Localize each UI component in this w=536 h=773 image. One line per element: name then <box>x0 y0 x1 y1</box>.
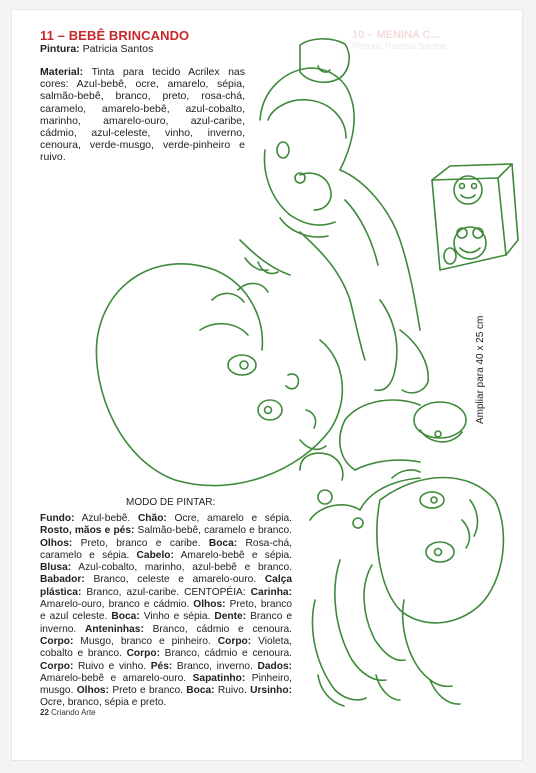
entry-text: Ruivo e vinho. <box>73 660 151 672</box>
entry-corpo-1 <box>40 636 218 647</box>
toy-block-drawing <box>432 164 518 270</box>
entry-label: Corpo: <box>217 635 252 647</box>
entry-text: Salmão-bebê, caramelo e branco. <box>134 525 292 537</box>
entry-text: Preto, branco e caribe. <box>72 537 209 549</box>
painter-name: Patricia Santos <box>82 43 154 55</box>
entry-text: Ocre, branco, sépia e preto. <box>40 697 167 709</box>
modo-de-pintar-title: MODO DE PINTAR: <box>126 497 216 508</box>
entry-text: Pinheiro, musgo. <box>40 672 292 697</box>
entry-label: Carinha: <box>250 586 292 598</box>
entry-label: Corpo: <box>126 648 160 660</box>
entry-olhos <box>40 538 209 549</box>
material-label: Material: <box>40 66 84 78</box>
entry-anteninhas <box>85 624 292 635</box>
ghost-title: 10 – MENINA C... <box>352 29 440 41</box>
entry-label: Dados: <box>257 660 293 672</box>
entry-label: Corpo: <box>40 635 74 647</box>
entry-text: Rosa-chá, caramelo e sépia. <box>40 537 292 561</box>
entry-label: Ursinho: <box>250 685 292 697</box>
modo-de-pintar-text <box>40 513 292 710</box>
entry-blusa <box>40 562 292 573</box>
entry-label: Boca: <box>208 537 238 549</box>
entry-text: Musgo, branco e pinheiro. <box>73 635 218 647</box>
entry-fundo <box>40 513 138 524</box>
entry-corpo-4 <box>40 661 151 672</box>
entry-label: Cabelo: <box>136 549 174 561</box>
entry-text: Amarelo-ouro, branco e cádmio. <box>40 599 194 611</box>
entry-label: Boca: <box>186 685 215 697</box>
entry-label: Olhos: <box>76 685 109 697</box>
entry-text: Amarelo-bebê e amarelo-ouro. <box>40 672 193 684</box>
entry-rosto <box>40 525 292 536</box>
entry-label: Calça plástica: <box>40 574 292 598</box>
entry-text: Branco, cádmio e cenoura. <box>143 623 292 635</box>
entry-text: Preto, branco e azul celeste. <box>40 599 292 623</box>
entry-corpo-3 <box>127 648 292 659</box>
baby-body-drawing <box>240 170 428 393</box>
entry-text: Branco, inverno. <box>172 660 258 672</box>
entry-text: Branco, azul-caribe. CENTOPÉIA: <box>81 586 251 598</box>
entry-chao <box>138 513 292 524</box>
entry-label: Fundo: <box>40 513 75 524</box>
entry-text: Branco, celeste e amarelo-ouro. <box>84 574 265 586</box>
entry-text: Ruivo. <box>214 685 251 697</box>
enlarge-note: Ampliar para 40 x 25 cm <box>475 315 486 424</box>
entry-label: Anteninhas: <box>84 623 144 635</box>
entry-babador <box>40 574 265 585</box>
entry-text: Ocre, amarelo e sépia. <box>166 513 292 524</box>
entry-pes <box>151 661 258 672</box>
entry-label: Chão: <box>137 513 167 524</box>
entry-text: Vinho e sépia. <box>139 611 215 623</box>
entry-label: Rosto, mãos e pés: <box>40 525 135 537</box>
entry-label: Olhos: <box>40 537 73 549</box>
teddy-bear-drawing <box>260 39 354 237</box>
entry-label: Olhos: <box>193 599 226 611</box>
entry-boca-ursinho <box>186 685 250 696</box>
page-footer <box>40 708 96 717</box>
entry-text: Amarelo-bebê e sépia. <box>173 549 292 561</box>
ghost-painter: Pintura: Patrícia Santos <box>352 41 447 51</box>
magazine-name: Criando Arte <box>51 708 96 717</box>
entry-text: Azul-cobalto, marinho, azul-bebê e branco. <box>71 562 292 574</box>
entry-label: Dente: <box>214 611 247 623</box>
entry-label: Boca: <box>111 611 140 623</box>
entry-label: Pés: <box>150 660 173 672</box>
entry-label: Corpo: <box>40 660 74 672</box>
page-title: 11 – BEBÊ BRINCANDO <box>40 28 190 43</box>
entry-label: Babador: <box>40 574 85 586</box>
entry-boca-centopeia <box>111 611 214 622</box>
entry-text: Branco, cádmio e cenoura. <box>159 648 292 660</box>
entry-text: Preto e branco. <box>109 685 187 697</box>
entry-text: Violeta, cobalto e branco. <box>40 635 292 660</box>
entry-olhos-ursinho <box>77 685 187 696</box>
baby-head-drawing <box>96 264 342 486</box>
entry-text: Azul-bebê. <box>74 513 138 524</box>
ring-toy-drawing <box>414 402 466 442</box>
caterpillar-drawing <box>300 400 503 706</box>
entry-label: Blusa: <box>40 562 72 574</box>
painter-label: Pintura: <box>40 43 80 55</box>
entry-cabelo <box>137 550 292 561</box>
material-text: Tinta para tecido Acrilex nas cores: Azul-bebê, ocre, amarelo, sépia, salmão-bebê, branco, preto, rosa-chá, caramelo, amarelo-bebê, azul-cobalto, marinho, amarelo-ouro, azul-caribe, cádmio, azul-celeste, vinho, inverno, cenoura, verde-musgo, verde-pinheiro e ruivo. <box>40 66 245 164</box>
entry-label: Sapatinho: <box>192 672 246 684</box>
entry-text: Branco e inverno. <box>40 611 293 635</box>
page-number: 22 <box>40 708 49 717</box>
